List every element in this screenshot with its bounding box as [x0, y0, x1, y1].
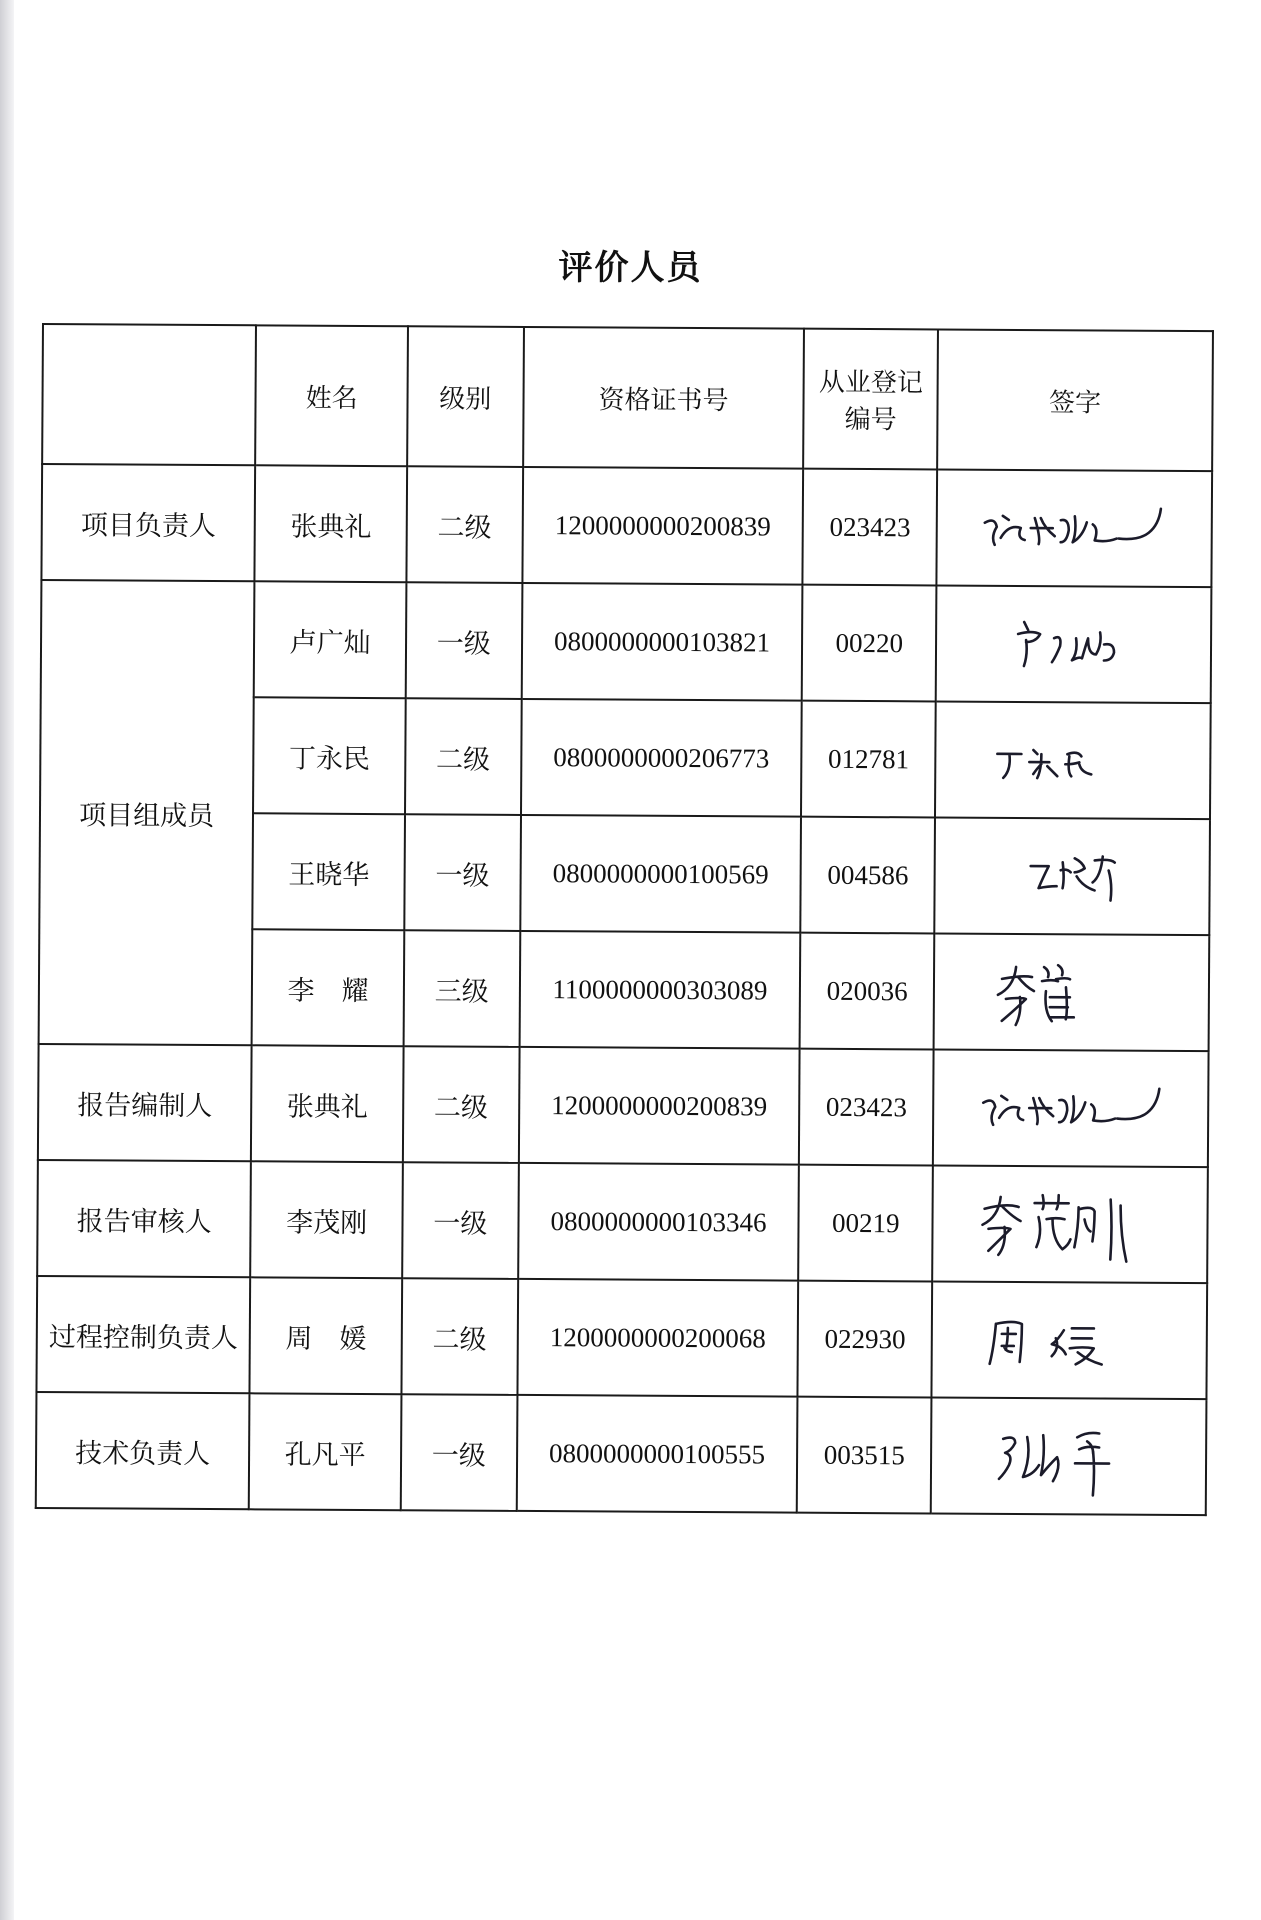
reg-cell: 012781	[801, 701, 936, 818]
role-cell: 技术负责人	[36, 1392, 250, 1509]
signature-cell	[935, 701, 1211, 819]
name-cell: 王晓华	[253, 813, 405, 930]
staff-table	[35, 323, 1214, 1516]
name-cell: 周 媛	[250, 1277, 402, 1394]
level-cell: 二级	[405, 698, 521, 815]
role-cell: 项目负责人	[41, 464, 255, 581]
reg-cell: 00220	[802, 585, 937, 702]
header-level: 级别	[407, 326, 524, 467]
header-cert: 资格证书号	[523, 327, 805, 469]
level-cell: 一级	[401, 1394, 517, 1511]
table-row	[36, 1392, 1207, 1515]
reg-cell: 023423	[799, 1049, 934, 1166]
table-row	[41, 464, 1212, 587]
name-cell: 张典礼	[251, 1045, 403, 1162]
header-name: 姓名	[255, 325, 407, 466]
signature-image	[964, 488, 1184, 569]
name-cell: 丁永民	[253, 697, 405, 814]
signature-cell	[931, 1397, 1207, 1515]
level-cell: 一级	[404, 814, 520, 931]
name-cell: 孔凡平	[249, 1393, 401, 1510]
reg-cell: 004586	[801, 817, 936, 934]
level-cell: 一级	[406, 582, 522, 699]
signature-cell	[934, 817, 1210, 935]
signature-cell	[932, 1165, 1208, 1283]
reg-cell: 023423	[803, 469, 938, 586]
signature-image	[961, 1068, 1181, 1149]
level-cell: 二级	[406, 466, 522, 583]
level-cell: 三级	[404, 930, 520, 1047]
page-title: 评价人员	[558, 248, 703, 288]
name-cell: 卢广灿	[254, 581, 406, 698]
table-row	[37, 1160, 1208, 1283]
table-row	[38, 1044, 1209, 1167]
signature-image	[958, 1411, 1179, 1502]
role-cell: 过程控制负责人	[36, 1276, 250, 1393]
name-cell: 李茂刚	[250, 1161, 402, 1278]
cert-cell: 0800000000103346	[518, 1163, 799, 1281]
cert-cell: 1200000000200068	[517, 1279, 798, 1397]
header-role	[42, 324, 256, 465]
level-cell: 二级	[403, 1046, 519, 1163]
header-sign: 签字	[937, 329, 1213, 471]
reg-cell: 022930	[798, 1281, 933, 1398]
reg-cell: 003515	[797, 1397, 932, 1514]
header-reg	[803, 329, 938, 470]
cert-cell: 0800000000103821	[521, 583, 802, 701]
level-cell: 二级	[401, 1278, 517, 1395]
table-row	[36, 1276, 1207, 1399]
header-reg-line1: 从业登记	[818, 367, 924, 399]
signature-cell	[933, 1049, 1209, 1167]
signature-cell	[934, 933, 1210, 1051]
cert-cell: 1100000000303089	[519, 931, 800, 1049]
cert-cell: 1200000000200839	[522, 467, 803, 585]
reg-cell: 020036	[800, 933, 935, 1050]
cert-cell: 0800000000100555	[516, 1395, 797, 1513]
name-cell: 李 耀	[252, 929, 404, 1046]
signature-image	[961, 947, 1182, 1038]
signature-cell	[936, 585, 1212, 703]
signature-cell	[932, 1281, 1208, 1399]
reg-cell: 00219	[799, 1165, 934, 1282]
cert-cell: 1200000000200839	[518, 1047, 799, 1165]
signature-image	[959, 1300, 1179, 1381]
header-reg-line2: 编号	[844, 404, 897, 436]
signature-image	[960, 1179, 1181, 1270]
signature-image	[963, 604, 1183, 685]
role-cell: 报告编制人	[38, 1044, 252, 1161]
signature-image	[963, 720, 1183, 801]
signature-cell	[937, 469, 1213, 587]
cert-cell: 0800000000206773	[521, 699, 802, 817]
table-row	[41, 580, 1212, 703]
table-header-row	[42, 324, 1213, 471]
name-cell: 张典礼	[255, 465, 407, 582]
signature-image	[962, 836, 1182, 917]
role-cell: 项目组成员	[39, 580, 255, 1045]
cert-cell: 0800000000100569	[520, 815, 801, 933]
role-cell: 报告审核人	[37, 1160, 251, 1277]
level-cell: 一级	[402, 1162, 518, 1279]
